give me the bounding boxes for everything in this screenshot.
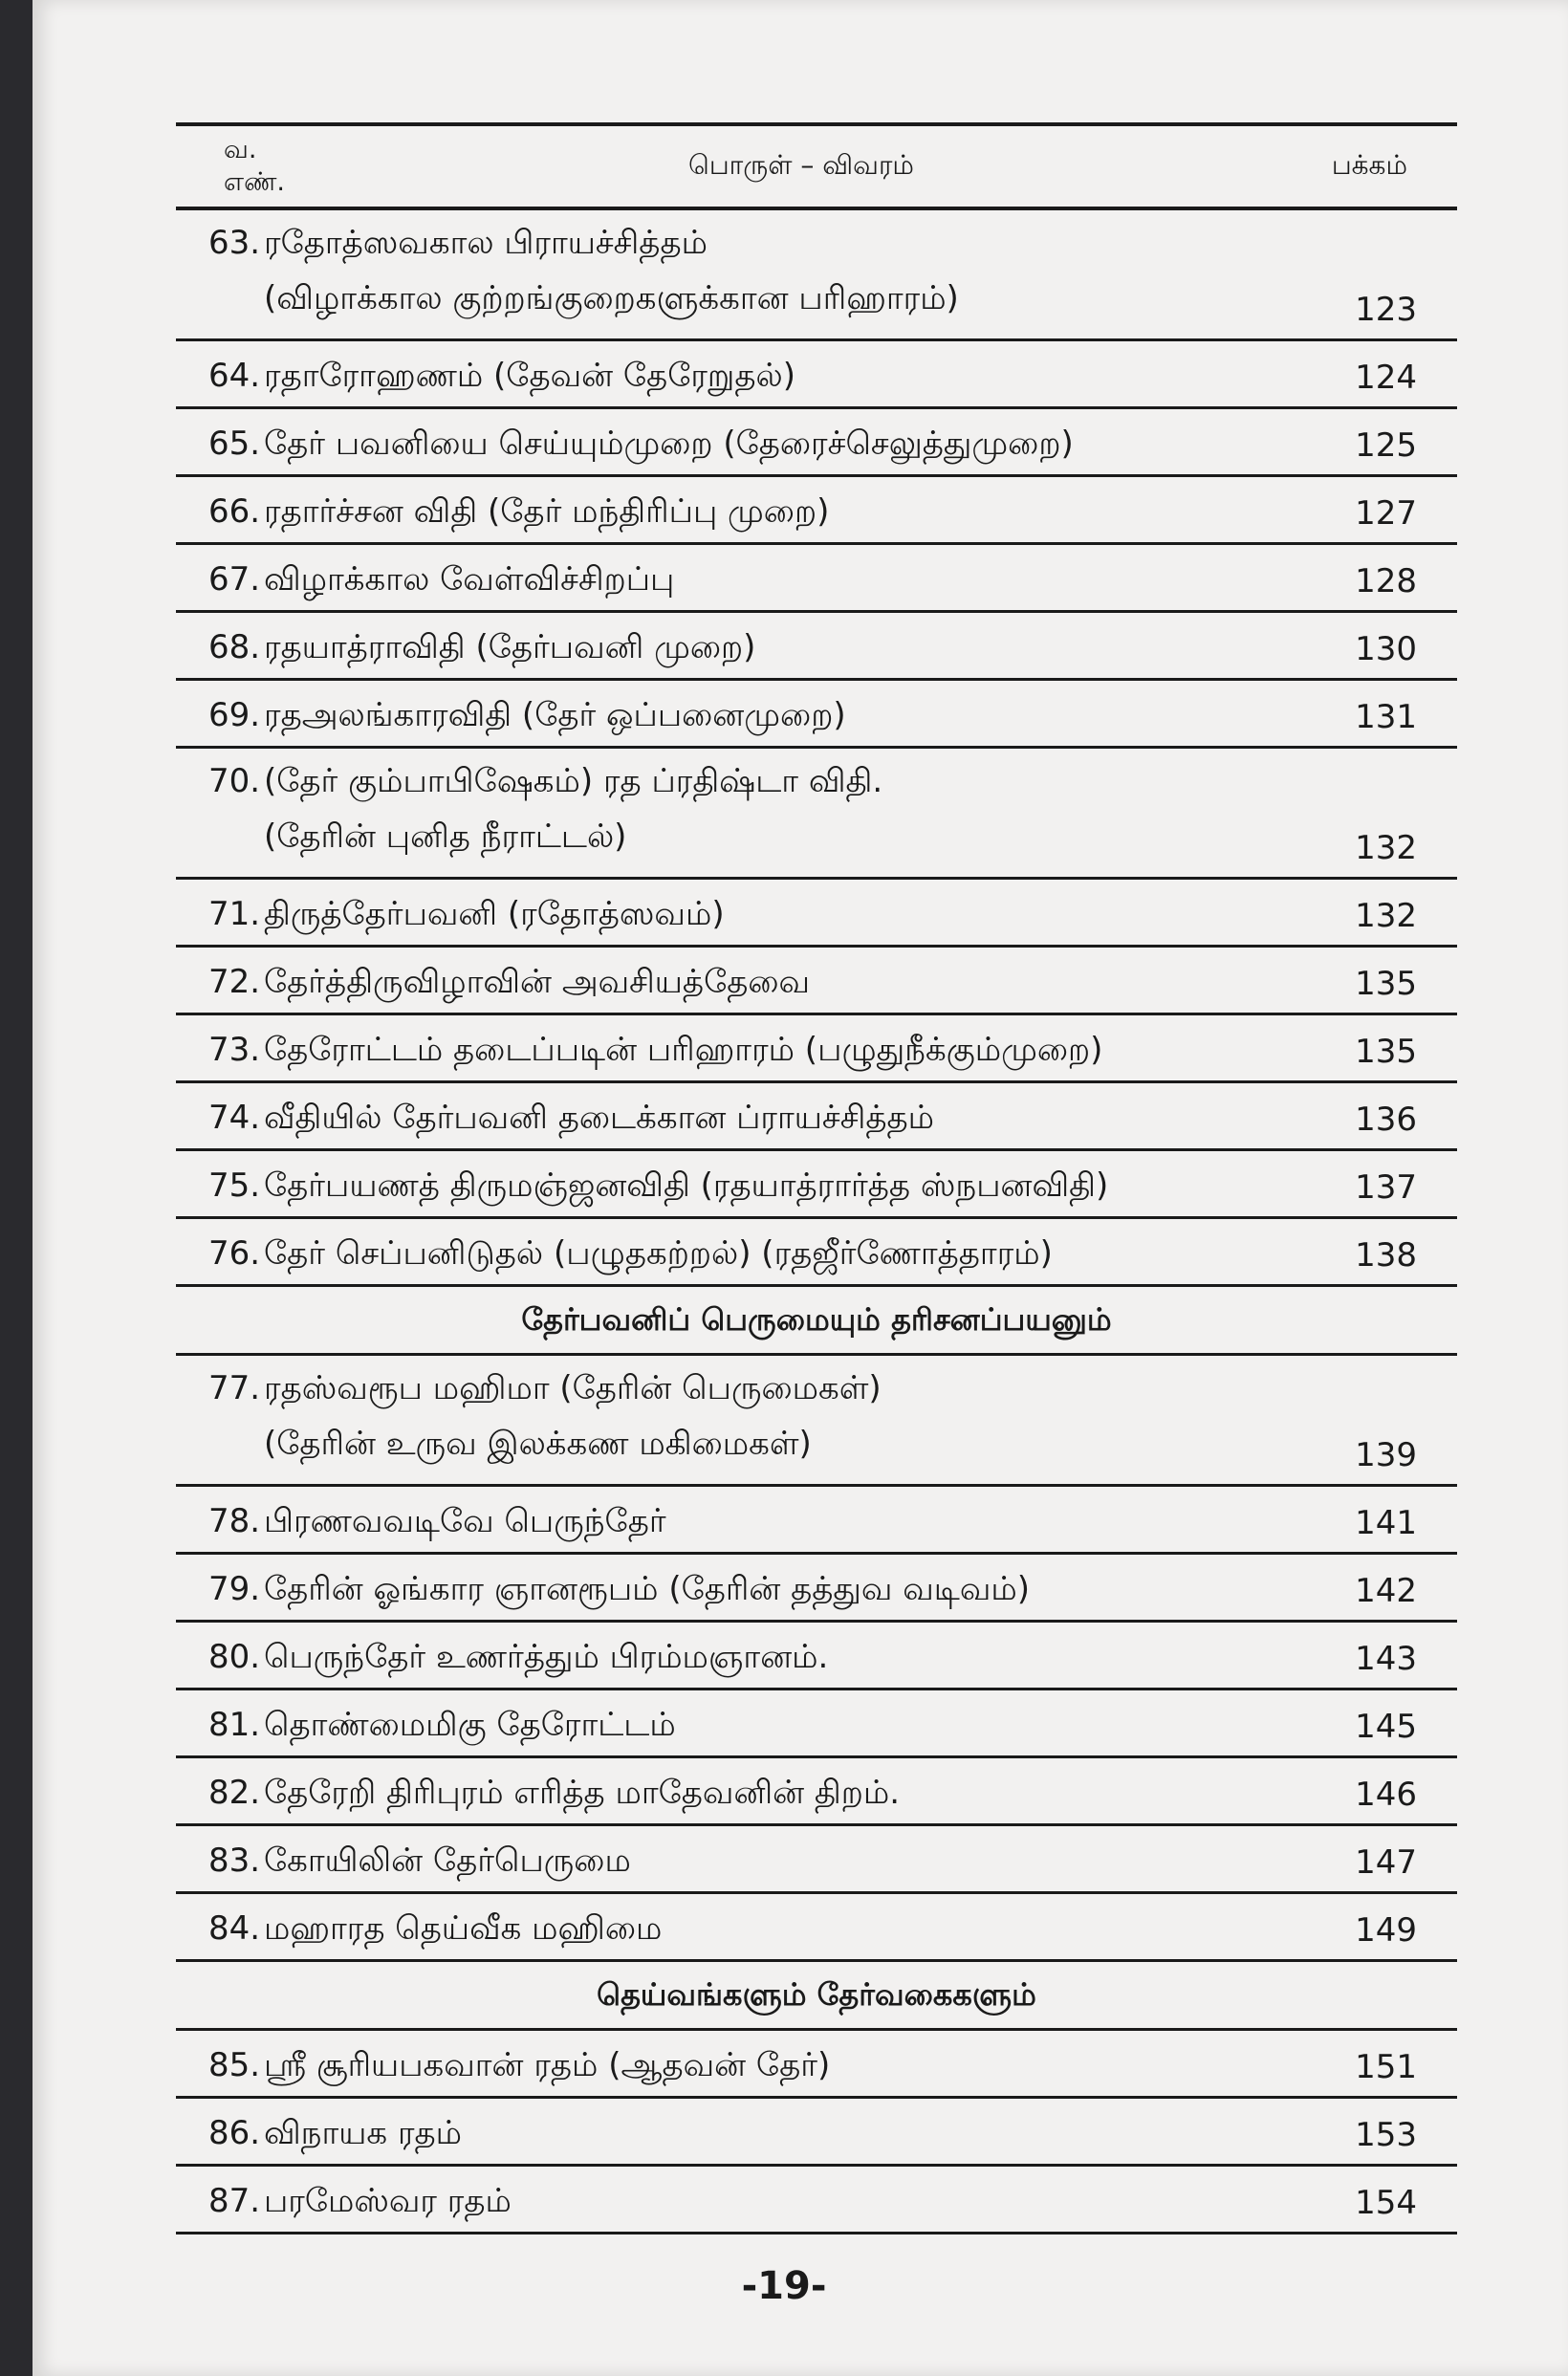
entry-number: 79. bbox=[208, 1570, 261, 1608]
entry-number: 74. bbox=[208, 1099, 261, 1137]
toc-entry bbox=[176, 749, 1457, 880]
entry-number: 64. bbox=[208, 357, 261, 395]
header-serial-number bbox=[176, 134, 329, 199]
entry-number: 70. bbox=[208, 762, 261, 800]
entry-title-text: ரதோத்ஸவகால பிராயச்சித்தம் bbox=[264, 224, 708, 262]
entry-title-text: ஸ்ரீ சூரியபகவான் ரதம் (ஆதவன் தேர்) bbox=[264, 2046, 831, 2084]
header-page: பக்கம் bbox=[1331, 148, 1407, 181]
entry-title-text: ரதாரோஹணம் (தேவன் தேரேறுதல்) bbox=[264, 357, 795, 395]
entry-number: 71. bbox=[208, 895, 261, 933]
entry-subtitle: (விழாக்கால குற்றங்குறைகளுக்கான பரிஹாரம்) bbox=[264, 279, 959, 317]
toc-entry bbox=[176, 1758, 1457, 1826]
entry-title bbox=[208, 1234, 1053, 1276]
entry-page-number: 132 bbox=[1355, 829, 1417, 867]
entry-title bbox=[208, 1166, 1108, 1209]
section-heading-c: தெய்வங்களும் தேர்வகைகளும் bbox=[176, 1962, 1457, 2031]
entry-title-text: தேர் செப்பனிடுதல் (பழுதகற்றல்) (ரதஜீர்ணோத்தாரம்) bbox=[264, 1234, 1053, 1273]
entry-number: 66. bbox=[208, 492, 261, 531]
entry-page-number: 138 bbox=[1355, 1236, 1417, 1275]
entry-number: 63. bbox=[208, 224, 261, 262]
entry-title-text: கோயிலின் தேர்பெருமை bbox=[264, 1842, 631, 1880]
entry-title-text: விநாயக ரதம் bbox=[264, 2114, 463, 2152]
entry-title-text: மஹாரத தெய்வீக மஹிமை bbox=[264, 1909, 663, 1948]
section-heading-b: தேர்பவனிப் பெருமையும் தரிசனப்பயனும் bbox=[176, 1287, 1457, 1356]
entry-page-number: 127 bbox=[1355, 494, 1417, 533]
entry-subtitle: (தேரின் உருவ இலக்கண மகிமைகள்) bbox=[264, 1425, 812, 1463]
entry-number: 85. bbox=[208, 2046, 261, 2084]
entry-title-text: தொண்மைமிகு தேரோட்டம் bbox=[264, 1706, 676, 1744]
entry-title bbox=[208, 1638, 828, 1680]
entry-page-number: 137 bbox=[1355, 1168, 1417, 1207]
entry-title-text: பிரணவவடிவே பெருந்தேர் bbox=[264, 1502, 666, 1540]
entry-title bbox=[208, 628, 755, 670]
entry-page-number: 146 bbox=[1355, 1776, 1417, 1814]
entry-title bbox=[208, 762, 882, 804]
toc-entry bbox=[176, 1894, 1457, 1962]
entry-title-text: பெருந்தேர் உணர்த்தும் பிரம்மஞானம். bbox=[264, 1638, 829, 1676]
entry-title bbox=[208, 696, 846, 738]
header-serial-label-1: வ. bbox=[224, 135, 257, 164]
entry-number: 83. bbox=[208, 1842, 261, 1880]
entry-page-number: 125 bbox=[1355, 426, 1417, 465]
entry-page-number: 139 bbox=[1355, 1436, 1417, 1474]
entry-title-text: ரதயாத்ராவிதி (தேர்பவனி முறை) bbox=[264, 628, 756, 666]
entry-title bbox=[208, 1706, 676, 1748]
entry-title bbox=[208, 357, 795, 399]
entry-title-text: தேரின் ஓங்கார ஞானரூபம் (தேரின் தத்துவ வடிவம்) bbox=[264, 1570, 1031, 1608]
entry-number: 76. bbox=[208, 1234, 261, 1273]
toc-entry bbox=[176, 880, 1457, 948]
entry-number: 84. bbox=[208, 1909, 261, 1948]
entry-page-number: 136 bbox=[1355, 1101, 1417, 1139]
toc-entry bbox=[176, 341, 1457, 409]
entry-number: 68. bbox=[208, 628, 261, 666]
entry-page-number: 143 bbox=[1355, 1640, 1417, 1678]
entry-page-number: 132 bbox=[1355, 897, 1417, 935]
toc-entry bbox=[176, 1083, 1457, 1151]
toc-entry bbox=[176, 477, 1457, 545]
table-of-contents bbox=[176, 122, 1457, 2234]
entry-number: 80. bbox=[208, 1638, 261, 1676]
entry-number: 67. bbox=[208, 560, 261, 599]
toc-entry bbox=[176, 1356, 1457, 1487]
entry-title-text: பரமேஸ்வர ரதம் bbox=[264, 2182, 512, 2220]
entry-title-text: தேரேறி திரிபுரம் எரித்த மாதேவனின் திறம். bbox=[264, 1774, 901, 1812]
entry-title bbox=[208, 425, 1074, 467]
toc-entry bbox=[176, 948, 1457, 1015]
entry-page-number: 135 bbox=[1355, 1033, 1417, 1071]
toc-entry bbox=[176, 2031, 1457, 2099]
page-number: -19- bbox=[741, 2264, 827, 2308]
toc-group-b bbox=[176, 1356, 1457, 1962]
entry-page-number: 142 bbox=[1355, 1572, 1417, 1610]
entry-title bbox=[208, 1570, 1030, 1612]
entry-page-number: 131 bbox=[1355, 698, 1417, 736]
toc-entry bbox=[176, 1555, 1457, 1623]
entry-page-number: 141 bbox=[1355, 1504, 1417, 1542]
entry-page-number: 147 bbox=[1355, 1843, 1417, 1882]
entry-title bbox=[208, 2114, 462, 2156]
toc-entry bbox=[176, 1487, 1457, 1555]
entry-title bbox=[208, 560, 674, 602]
entry-page-number: 130 bbox=[1355, 630, 1417, 668]
entry-number: 82. bbox=[208, 1774, 261, 1812]
entry-title bbox=[208, 1502, 666, 1544]
entry-title bbox=[208, 492, 829, 534]
entry-subtitle: (தேரின் புனித நீராட்டல்) bbox=[264, 817, 627, 856]
entry-number: 69. bbox=[208, 696, 261, 734]
toc-entry bbox=[176, 210, 1457, 341]
header-serial-label-2: எண். bbox=[224, 167, 286, 197]
entry-page-number: 149 bbox=[1355, 1911, 1417, 1950]
entry-page-number: 135 bbox=[1355, 965, 1417, 1003]
entry-number: 86. bbox=[208, 2114, 261, 2152]
toc-entry bbox=[176, 1623, 1457, 1690]
entry-title-text: தேரோட்டம் தடைப்படின் பரிஹாரம் (பழுதுநீக்கும்முறை) bbox=[264, 1031, 1103, 1069]
entry-page-number: 151 bbox=[1355, 2048, 1417, 2086]
entry-title-text: தேர் பவனியை செய்யும்முறை (தேரைச்செலுத்துமுறை) bbox=[264, 425, 1074, 463]
toc-group-c bbox=[176, 2031, 1457, 2234]
toc-entry bbox=[176, 2099, 1457, 2167]
entry-title bbox=[208, 1099, 934, 1141]
entry-title-text: விழாக்கால வேள்விச்சிறப்பு bbox=[264, 560, 675, 599]
toc-entry bbox=[176, 2167, 1457, 2234]
entry-title bbox=[208, 1842, 631, 1884]
entry-title-text: (தேர் கும்பாபிஷேகம்) ரத ப்ரதிஷ்டா விதி. bbox=[264, 762, 883, 800]
entry-title-text: ரதஅலங்காரவிதி (தேர் ஒப்பனைமுறை) bbox=[264, 696, 846, 734]
entry-title bbox=[208, 1909, 662, 1951]
entry-title-text: தேர்த்திருவிழாவின் அவசியத்தேவை bbox=[264, 963, 811, 1001]
entry-number: 78. bbox=[208, 1502, 261, 1540]
entry-number: 72. bbox=[208, 963, 261, 1001]
toc-entry bbox=[176, 1015, 1457, 1083]
entry-number: 75. bbox=[208, 1166, 261, 1205]
toc-entry bbox=[176, 1151, 1457, 1219]
entry-page-number: 124 bbox=[1355, 359, 1417, 397]
entry-number: 87. bbox=[208, 2182, 261, 2220]
entry-title bbox=[208, 2182, 512, 2224]
entry-number: 77. bbox=[208, 1369, 261, 1407]
entry-number: 81. bbox=[208, 1706, 261, 1744]
entry-title bbox=[208, 1031, 1102, 1073]
toc-entry bbox=[176, 1826, 1457, 1894]
entry-title-text: ரதஸ்வரூப மஹிமா (தேரின் பெருமைகள்) bbox=[264, 1369, 882, 1407]
entry-page-number: 153 bbox=[1355, 2116, 1417, 2154]
entry-title-text: தேர்பயணத் திருமஞ்ஜனவிதி (ரதயாத்ரார்த்த ஸ்நபனவிதி) bbox=[264, 1166, 1109, 1205]
entry-title bbox=[208, 2046, 830, 2088]
toc-entry bbox=[176, 545, 1457, 613]
entry-title-text: திருத்தேர்பவனி (ரதோத்ஸவம்) bbox=[264, 895, 725, 933]
entry-title-text: ரதார்ச்சன விதி (தேர் மந்திரிப்பு முறை) bbox=[264, 492, 830, 531]
entry-number: 65. bbox=[208, 425, 261, 463]
entry-title bbox=[208, 895, 725, 937]
header-subject: பொருள் – விவரம் bbox=[688, 148, 914, 181]
entry-page-number: 145 bbox=[1355, 1708, 1417, 1746]
entry-page-number: 154 bbox=[1355, 2184, 1417, 2222]
entry-title bbox=[208, 1774, 900, 1816]
entry-title-text: வீதியில் தேர்பவனி தடைக்கான ப்ராயச்சித்தம் bbox=[264, 1099, 935, 1137]
entry-title bbox=[208, 1369, 882, 1411]
entry-title bbox=[208, 224, 708, 266]
entry-page-number: 123 bbox=[1355, 291, 1417, 329]
toc-entry bbox=[176, 1690, 1457, 1758]
entry-title bbox=[208, 963, 810, 1005]
toc-entry bbox=[176, 681, 1457, 749]
entry-page-number: 128 bbox=[1355, 562, 1417, 600]
entry-number: 73. bbox=[208, 1031, 261, 1069]
toc-entry bbox=[176, 613, 1457, 681]
toc-header bbox=[176, 122, 1457, 210]
toc-entry bbox=[176, 409, 1457, 477]
toc-group-a bbox=[176, 210, 1457, 1287]
toc-entry bbox=[176, 1219, 1457, 1287]
